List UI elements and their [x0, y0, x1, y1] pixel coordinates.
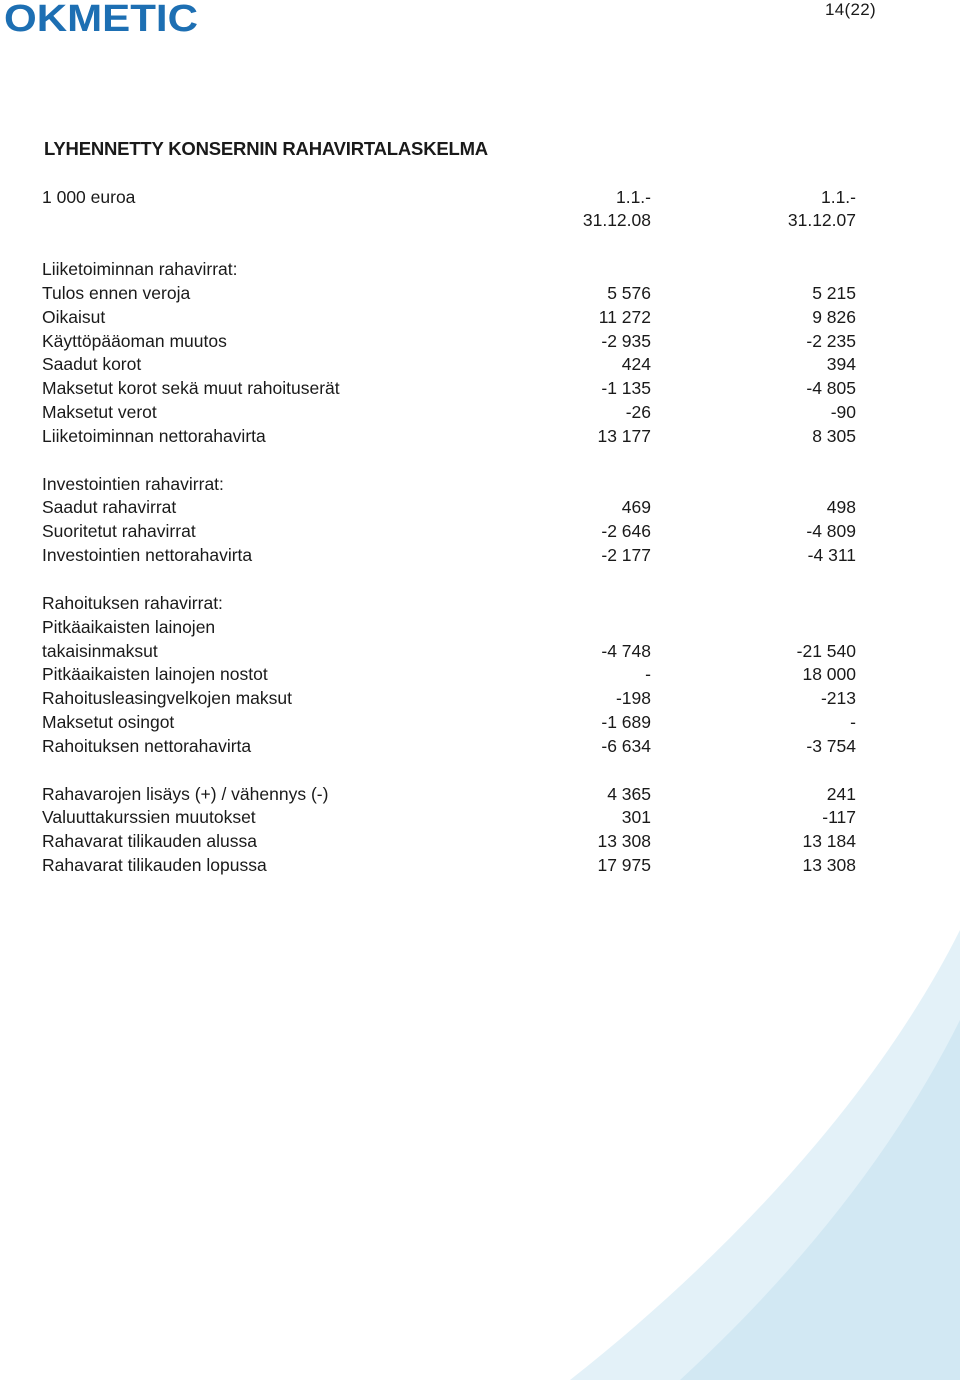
value-2007: 9 826 — [812, 306, 856, 327]
statement-row — [42, 783, 856, 807]
value-2008: 4 365 — [607, 783, 651, 804]
value-2007: -3 754 — [806, 735, 856, 756]
value-2007: 13 308 — [802, 855, 856, 876]
row-spacer — [42, 759, 856, 783]
row-label: Rahavarat tilikauden lopussa — [42, 855, 267, 876]
row-label: Käyttöpääoman muutos — [42, 330, 227, 351]
statement-row — [42, 496, 856, 520]
row-label: takaisinmaksut — [42, 640, 158, 661]
row-label: Rahoituksen rahavirrat: — [42, 592, 223, 613]
value-2008: -26 — [625, 402, 651, 423]
statement-row — [42, 854, 856, 878]
value-2008: 5 576 — [607, 282, 651, 303]
value-2007: -117 — [822, 807, 856, 828]
column-header-2007-line1: 1.1.- — [820, 187, 856, 207]
value-2007: -21 540 — [796, 640, 856, 661]
value-2007: 498 — [826, 497, 856, 518]
row-label: Pitkäaikaisten lainojen nostot — [42, 664, 268, 685]
statement-row — [42, 544, 856, 568]
okmetic-logo — [4, 0, 200, 36]
statement-row — [42, 258, 856, 282]
column-header-2007-line2: 31.12.07 — [787, 210, 856, 230]
value-2007: 394 — [826, 354, 856, 375]
value-2008: -2 935 — [601, 330, 651, 351]
statement-row — [42, 353, 856, 377]
value-2008: -1 135 — [601, 378, 651, 399]
row-spacer — [42, 449, 856, 473]
value-2008: 13 308 — [597, 831, 651, 852]
value-2008: 17 975 — [597, 855, 651, 876]
row-label: Maksetut osingot — [42, 712, 175, 733]
statement-row — [42, 306, 856, 330]
value-2007: -2 235 — [806, 330, 856, 351]
statement-row — [42, 520, 856, 544]
row-label: Rahoituksen nettorahavirta — [42, 735, 252, 756]
row-label: Suoritetut rahavirrat — [42, 521, 196, 542]
cash-flow-statement — [42, 258, 856, 878]
statement-row — [42, 616, 856, 640]
statement-row — [42, 425, 856, 449]
row-label: Valuuttakurssien muutokset — [42, 807, 256, 828]
value-2008: - — [645, 664, 651, 685]
column-header-2008-line1: 1.1.- — [615, 187, 651, 207]
statement-row — [42, 663, 856, 687]
row-label: Maksetut korot sekä muut rahoituserät — [42, 378, 340, 399]
value-2008: 469 — [621, 497, 651, 518]
statement-row — [42, 401, 856, 425]
value-2008: 424 — [621, 354, 651, 375]
row-label: Rahavarat tilikauden alussa — [42, 831, 257, 852]
decorative-corner-graphic — [510, 930, 960, 1380]
svg-text:OKMETIC: OKMETIC — [4, 0, 198, 36]
column-header-2008 — [511, 186, 651, 232]
value-2007: -4 809 — [806, 521, 856, 542]
row-spacer — [42, 568, 856, 592]
row-label: Investointien rahavirrat: — [42, 473, 224, 494]
row-label: Liiketoiminnan nettorahavirta — [42, 425, 266, 446]
value-2008: -2 646 — [601, 521, 651, 542]
statement-row — [42, 282, 856, 306]
column-header-2008-line2: 31.12.08 — [582, 210, 651, 230]
value-2007: -4 805 — [806, 378, 856, 399]
statement-row — [42, 330, 856, 354]
value-2007: 5 215 — [812, 282, 856, 303]
row-label: Tulos ennen veroja — [42, 282, 191, 303]
statement-row — [42, 473, 856, 497]
statement-row — [42, 377, 856, 401]
value-2007: -90 — [830, 402, 856, 423]
row-label: Rahavarojen lisäys (+) / vähennys (-) — [42, 783, 329, 804]
row-label: Saadut korot — [42, 354, 142, 375]
page-title: LYHENNETTY KONSERNIN RAHAVIRTALASKELMA — [44, 138, 488, 159]
value-2007: 241 — [826, 783, 856, 804]
value-2007: -213 — [820, 688, 856, 709]
value-2008: 13 177 — [597, 425, 651, 446]
unit-label: 1 000 euroa — [42, 187, 136, 207]
value-2007: -4 311 — [807, 545, 856, 566]
row-label: Pitkäaikaisten lainojen — [42, 616, 216, 637]
value-2008: -4 748 — [601, 640, 651, 661]
row-label: Saadut rahavirrat — [42, 497, 177, 518]
statement-row — [42, 711, 856, 735]
row-label: Liiketoiminnan rahavirrat: — [42, 259, 238, 279]
value-2007: 13 184 — [802, 831, 856, 852]
value-2008: -2 177 — [601, 545, 651, 566]
row-label: Investointien nettorahavirta — [42, 545, 253, 566]
value-2007: - — [850, 712, 856, 733]
value-2008: -1 689 — [601, 712, 651, 733]
statement-row — [42, 640, 856, 664]
value-2007: 18 000 — [802, 664, 856, 685]
statement-row — [42, 687, 856, 711]
statement-row — [42, 806, 856, 830]
value-2007: 8 305 — [812, 425, 856, 446]
statement-row — [42, 592, 856, 616]
column-header-2007 — [716, 186, 856, 232]
value-2008: -6 634 — [601, 735, 651, 756]
value-2008: 301 — [621, 807, 651, 828]
row-label: Oikaisut — [42, 306, 106, 327]
row-label: Maksetut verot — [42, 402, 157, 423]
page-number: 14(22) — [825, 0, 876, 19]
value-2008: 11 272 — [598, 306, 651, 327]
statement-row — [42, 830, 856, 854]
row-label: Rahoitusleasingvelkojen maksut — [42, 688, 292, 709]
value-2008: -198 — [615, 688, 651, 709]
statement-row — [42, 735, 856, 759]
